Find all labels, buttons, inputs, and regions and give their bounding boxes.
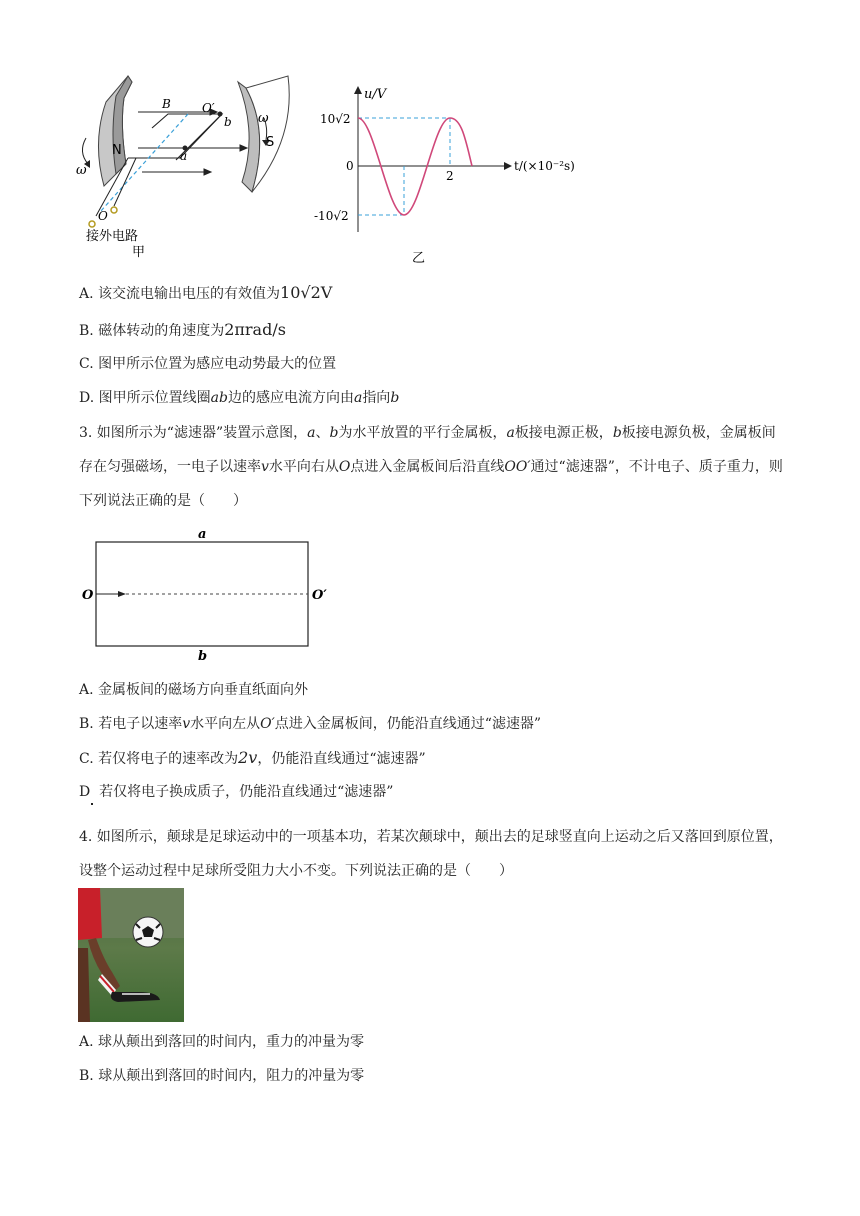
q3-option-c: C. 若仅将电子的速率改为2v，仍能沿直线通过“滤速器” [79, 748, 426, 767]
q4-stem: 4. 如图所示，颠球是足球运动中的一项基本功，若某次颠球中，颠出去的足球竖直向上运动之后又落回到原位置，设整个运动过程中足球所受阻力大小不变。下列说法正确的是（ ） [79, 829, 783, 879]
label-S: S [266, 135, 275, 150]
q3-stem: 3. 如图所示为“滤速器”装置示意图，a、b为水平放置的平行金属板，a板接电源正极，b板接电源负极，金属板间存在匀强磁场，一电子以速率v水平向右从O点进入金属板间后沿直线OO′通过“滤速器”，不计电子、质子重力，则下列说法正确的是（ ） [79, 425, 783, 509]
q4-option-b: B. 球从颠出到落回的时间内，阻力的冲量为零 [79, 1068, 365, 1084]
sine-graph [312, 82, 582, 268]
y-axis-label: u/V [364, 87, 387, 102]
point-O-prime-label: O′ [312, 588, 327, 603]
q3-option-d: D 若仅将电子换成质子，仍能沿直线通过“滤速器” [79, 784, 394, 800]
label-b: b [224, 115, 232, 129]
q2-option-b-math: 2πrad/s [224, 320, 286, 339]
q2-option-a-math: 10√2V [280, 283, 333, 302]
label-omega-right: ω [258, 111, 269, 126]
q2-option-b: B. 磁体转动的角速度为2πrad/s [79, 320, 286, 339]
label-omega-left: ω [76, 163, 87, 178]
q2-option-d: D. 图甲所示位置线圈ab边的感应电流方向由a指向b [79, 390, 400, 406]
plate-b-label: b [198, 649, 208, 664]
q2-option-c: C. 图甲所示位置为感应电动势最大的位置 [79, 356, 337, 372]
caption-yi: 乙 [412, 251, 426, 266]
q4-option-a: A. 球从颠出到落回的时间内，重力的冲量为零 [79, 1034, 365, 1050]
football-photo [78, 888, 184, 1022]
point-O-label: O [82, 588, 94, 603]
label-O: O [98, 209, 108, 223]
q3-option-a: A. 金属板间的磁场方向垂直纸面向外 [79, 682, 309, 698]
football-icon [133, 917, 163, 947]
label-external-circuit: 接外电路 [86, 229, 139, 244]
q2-option-a: A. 该交流电输出电压的有效值为10√2V [79, 283, 333, 302]
x-axis-label: t/(×10⁻²s) [514, 159, 575, 173]
caption-jia: 甲 [132, 245, 146, 260]
label-B: B [162, 97, 171, 111]
x-tick-2: 2 [446, 169, 454, 183]
y-tick-zero: 0 [346, 159, 354, 173]
q3-option-b: B. 若电子以速率v水平向左从O′点进入金属板间，仍能沿直线通过“滤速器” [79, 716, 542, 732]
generator-figure [70, 68, 310, 268]
label-a: a [180, 149, 188, 163]
label-O-prime: O′ [202, 101, 215, 115]
plate-a-label: a [198, 527, 207, 542]
electron-direction-arrow [118, 591, 126, 597]
stray-dot [91, 803, 93, 805]
y-tick-top: 10√2 [320, 112, 351, 126]
label-N: N [112, 143, 122, 158]
velocity-filter-figure [76, 524, 336, 664]
y-tick-bottom: -10√2 [314, 209, 349, 223]
